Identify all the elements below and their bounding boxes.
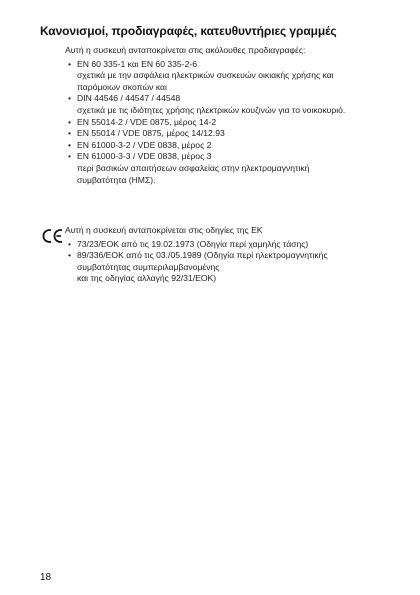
bullet-icon: • <box>68 250 72 261</box>
standard-item-line: EN 60 335-1 και EN 60 335-2-6 <box>77 58 197 69</box>
standard-item <box>65 93 395 116</box>
page-title: Κανονισμοί, προδιαγραφές, κατευθυντήριες γραμμές <box>40 24 337 38</box>
standards-intro: Αυτή η συσκευή ανταποκρίνεται στις ακόλουθες προδιαγραφές: <box>65 45 306 55</box>
page-number: 18 <box>40 572 52 583</box>
standard-item-line: παρόμοιων σκοπών και <box>77 81 167 92</box>
ce-mark-icon <box>42 228 64 244</box>
standard-item <box>65 59 395 94</box>
standard-item-line: EN 55014 / VDE 0875, μέρος 14/12.93 <box>77 128 225 139</box>
directive-item-line: 89/336/ΕΟΚ από τις 03./05.1989 (Οδηγία περί ηλεκτρομαγνητικής <box>77 250 328 261</box>
bullet-icon: • <box>68 93 72 104</box>
standard-item <box>65 151 395 186</box>
standard-item-line: συμβατότητα (ΗΜΣ). <box>77 174 156 185</box>
standard-item <box>65 117 395 129</box>
bullet-icon: • <box>68 58 72 69</box>
bullet-icon: • <box>68 139 72 150</box>
directives-intro: Αυτή η συσκευή ανταποκρίνεται στις οδηγίες της ΕΚ <box>65 225 263 235</box>
standard-item <box>65 128 395 140</box>
bullet-icon: • <box>68 116 72 127</box>
directives-list <box>65 239 395 285</box>
standard-item-line: σχετικά με την ασφάλεια ηλεκτρικών συσκευών οικιακής χρήσης και <box>77 70 334 81</box>
standard-item-line: περί βασικών απαιτήσεων ασφαλείας στην ηλεκτρομαγνητική <box>77 162 310 173</box>
standards-section <box>65 45 395 186</box>
standard-item-line: σχετικά με τις ιδιότητες χρήσης ηλεκτρικών κουζινών για το νοικοκυριό. <box>77 104 346 115</box>
standard-item-line: EN 61000-3-3 / VDE 0838, μέρος 3 <box>77 151 212 162</box>
standard-item-line: EN 55014-2 / VDE 0875, μέρος 14-2 <box>77 116 217 127</box>
directive-item-line: και της οδηγίας αλλαγής 92/31/ΕΟΚ) <box>77 273 217 284</box>
bullet-icon: • <box>68 151 72 162</box>
directive-item <box>65 250 395 285</box>
standards-list <box>65 59 395 187</box>
bullet-icon: • <box>68 128 72 139</box>
directive-item <box>65 239 395 251</box>
directive-item-line: συμβατότητας συμπεριλαμβανομένης <box>77 261 220 272</box>
standard-item <box>65 140 395 152</box>
standard-item-line: EN 61000-3-2 / VDE 0838, μέρος 2 <box>77 139 212 150</box>
directive-item-line: 73/23/ΕΟΚ από τις 19.02.1973 (Οδηγία περί χαμηλής τάσης) <box>77 238 309 249</box>
directives-section <box>65 225 395 285</box>
bullet-icon: • <box>68 238 72 249</box>
standard-item-line: DIN 44546 / 44547 / 44548 <box>77 93 181 104</box>
